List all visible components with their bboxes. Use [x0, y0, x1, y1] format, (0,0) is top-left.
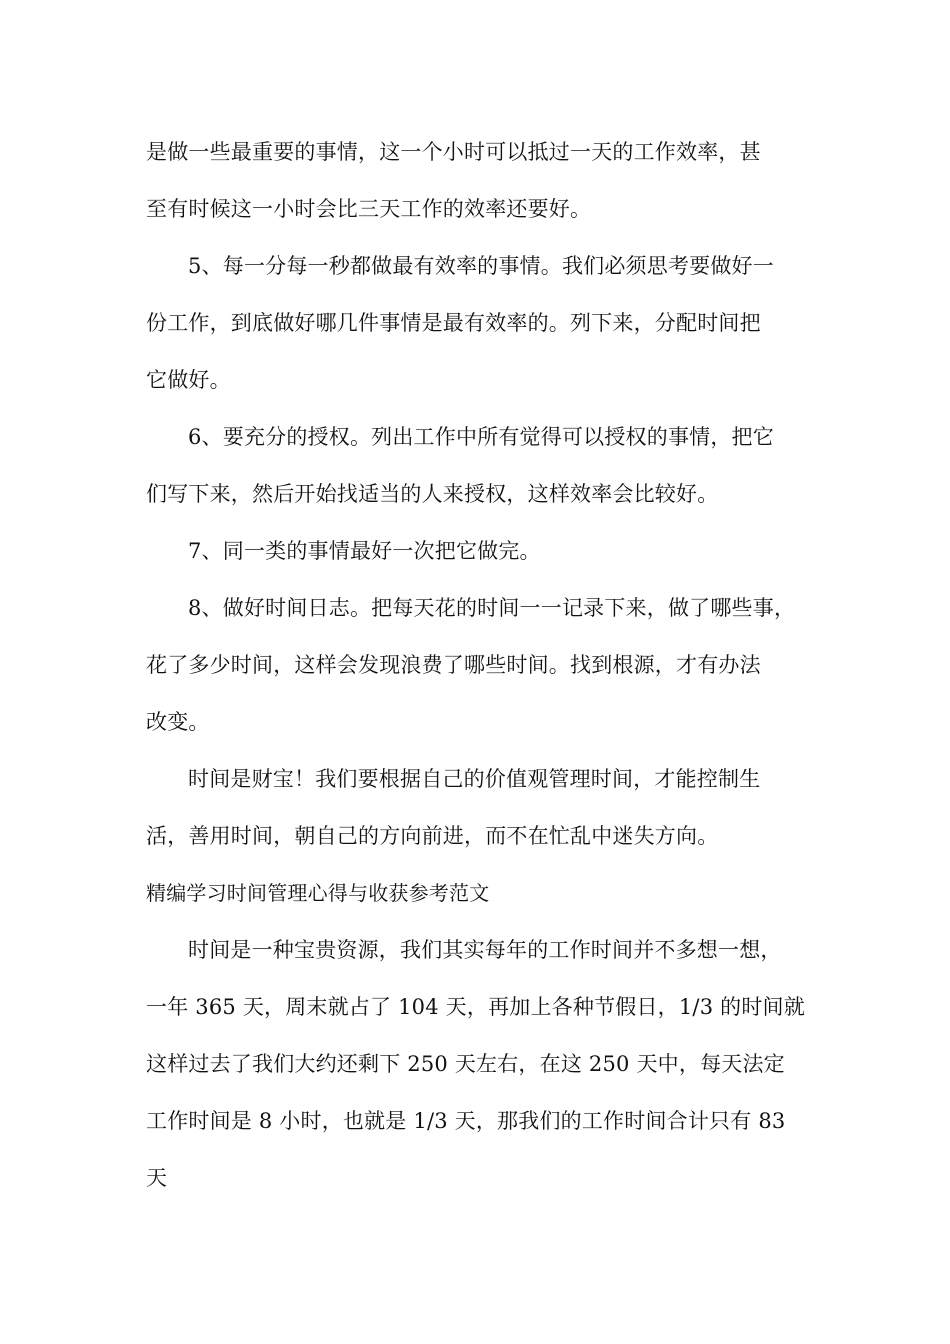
- text-line: 它做好。: [146, 368, 231, 392]
- text-line: 改变。: [146, 710, 210, 734]
- text-line: 花了多少时间，这样会发现浪费了哪些时间。找到根源，才有办法: [146, 653, 761, 677]
- text-line: 5、每一分每一秒都做最有效率的事情。我们必须思考要做好一: [188, 254, 774, 278]
- text-line: 这样过去了我们大约还剩下 250 天左右，在这 250 天中，每天法定: [146, 1052, 785, 1076]
- text-line: 7、同一类的事情最好一次把它做完。: [188, 539, 541, 563]
- text-line: 至有时候这一小时会比三天工作的效率还要好。: [146, 197, 592, 221]
- text-line: 天: [146, 1166, 168, 1190]
- text-line: 时间是财宝！我们要根据自己的价值观管理时间，才能控制生: [188, 767, 761, 791]
- text-line: 是做一些最重要的事情，这一个小时可以抵过一天的工作效率，甚: [146, 140, 761, 164]
- text-line: 活，善用时间，朝自己的方向前进，而不在忙乱中迷失方向。: [146, 824, 719, 848]
- section-heading: 精编学习时间管理心得与收获参考范文: [146, 881, 490, 905]
- text-line: 时间是一种宝贵资源，我们其实每年的工作时间并不多想一想，: [188, 938, 782, 962]
- text-line: 工作时间是 8 小时，也就是 1/3 天，那我们的工作时间合计只有 83: [146, 1109, 786, 1133]
- text-line: 一年 365 天，周末就占了 104 天，再加上各种节假日，1/3 的时间就: [146, 995, 805, 1019]
- text-line: 份工作，到底做好哪几件事情是最有效率的。列下来，分配时间把: [146, 311, 761, 335]
- text-line: 8、做好时间日志。把每天花的时间一一记录下来，做了哪些事，: [188, 596, 796, 620]
- text-line: 6、要充分的授权。列出工作中所有觉得可以授权的事情，把它: [188, 425, 774, 449]
- text-line: 们写下来，然后开始找适当的人来授权，这样效率会比较好。: [146, 482, 719, 506]
